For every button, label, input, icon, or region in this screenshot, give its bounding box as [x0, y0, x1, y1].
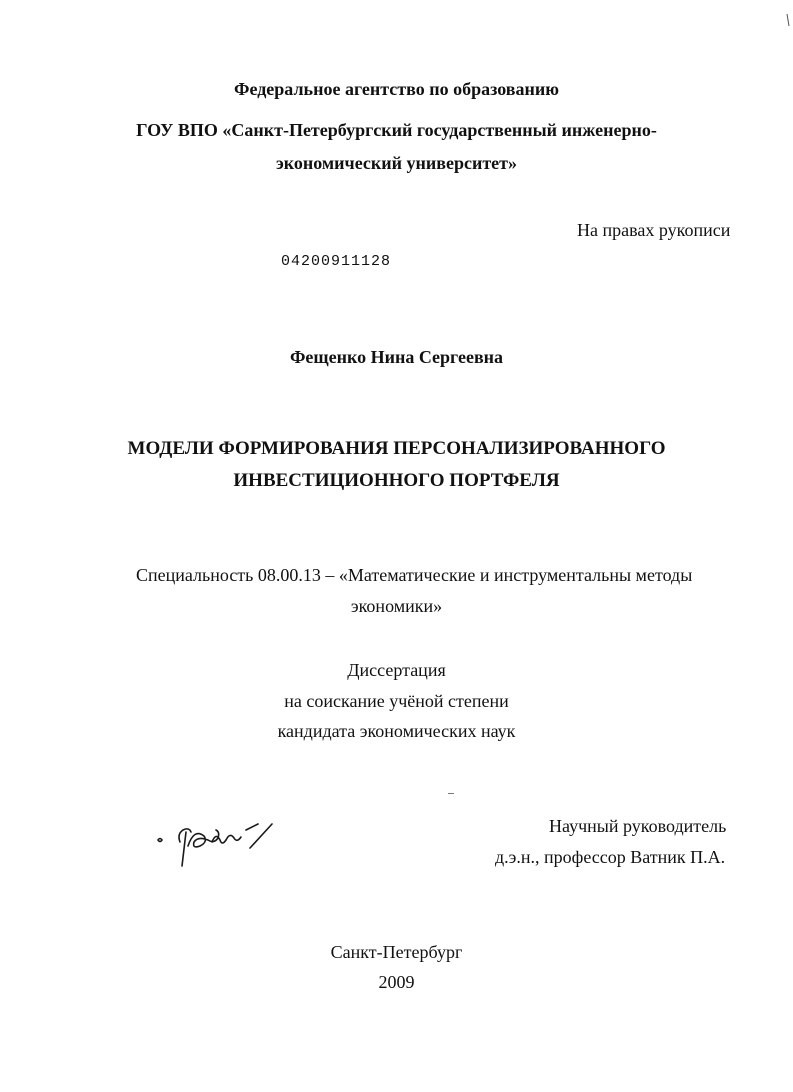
city: Санкт-Петербург	[330, 942, 463, 962]
scan-speck	[448, 792, 454, 795]
author-name: Фещенко Нина Сергеевна	[289, 347, 504, 367]
dissertation-title-line2: ИНВЕСТИЦИОННОГО ПОРТФЕЛЯ	[233, 470, 560, 491]
university-name-line1: ГОУ ВПО «Санкт-Петербургский государственный инженерно-	[136, 120, 657, 140]
scan-edge-mark	[786, 14, 790, 26]
degree-line2: на соискание учёной степени	[284, 691, 509, 711]
specialty-line2: экономики»	[350, 596, 443, 616]
year: 2009	[378, 972, 415, 992]
degree-line1: Диссертация	[347, 660, 446, 680]
university-name-line2: экономический университет»	[275, 153, 518, 173]
supervisor-name: д.э.н., профессор Ватник П.А.	[495, 847, 726, 867]
rights-note: На правах рукописи	[577, 220, 731, 240]
handwritten-signature-icon	[150, 812, 280, 872]
agency-name: Федеральное агентство по образованию	[233, 79, 560, 99]
dissertation-title-line1: МОДЕЛИ ФОРМИРОВАНИЯ ПЕРСОНАЛИЗИРОВАННОГО	[127, 438, 666, 459]
degree-line3: кандидата экономических наук	[277, 721, 516, 741]
catalog-number: 04200911128	[281, 253, 392, 270]
specialty-line1: Специальность 08.00.13 – «Математические и инструментальны методы	[136, 565, 693, 585]
supervisor-label: Научный руководитель	[549, 816, 727, 836]
